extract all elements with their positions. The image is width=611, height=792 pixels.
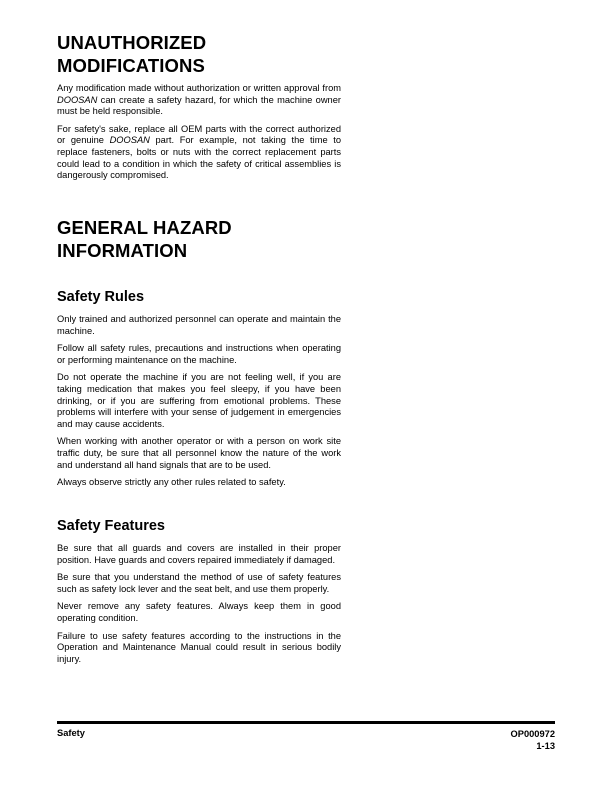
text: For safety's sake, replace all OEM parts with the correct authorized or genuine bbox=[57, 123, 341, 146]
paragraph: Always observe strictly any other rules related to safety. bbox=[57, 477, 286, 488]
title-line: MODIFICATIONS bbox=[57, 55, 205, 76]
paragraph: Failure to use safety features according to the instructions in the Operation and Maintenance Manual could result in serious bodily injury. bbox=[57, 630, 341, 664]
general-hazard-section bbox=[57, 216, 341, 262]
paragraph: Be sure that all guards and covers are installed in their proper position. Have guards and covers repaired immediately if damaged. bbox=[57, 543, 341, 565]
subsection-title-safety-features: Safety Features bbox=[57, 518, 165, 534]
footer-divider bbox=[57, 721, 555, 724]
section-title-unauthorized-modifications bbox=[57, 31, 341, 77]
safety-features-section bbox=[57, 517, 341, 671]
paragraph: Never remove any safety features. Always keep them in good operating condition. bbox=[57, 601, 341, 623]
text: part. For example, not taking the time to replace fasteners, bolts or nuts with the correct replacement parts could lead to a condition in which the safety of critical assemblies is dangerously compromised. bbox=[57, 135, 341, 181]
paragraph bbox=[57, 83, 341, 118]
paragraph: Follow all safety rules, precautions and instructions when operating or performing maintenance on the machine. bbox=[57, 343, 341, 365]
paragraph bbox=[57, 124, 341, 182]
paragraph: Do not operate the machine if you are not feeling well, if you are taking medication that makes you feel sleepy, if you have been drinking, or if you are suffering from emotional problems. These problems will interfere with your sense of judgement in emergencies and may cause accidents. bbox=[57, 372, 341, 429]
paragraph: When working with another operator or with a person on work site traffic duty, be sure that all personnel know the nature of the work and understand all hand signals that are to be used. bbox=[57, 436, 341, 470]
title-line: UNAUTHORIZED bbox=[57, 32, 207, 53]
footer-section-label: Safety bbox=[57, 728, 85, 738]
text: can create a safety hazard, for which the machine owner must be held responsible. bbox=[57, 94, 341, 117]
page-number: 1-13 bbox=[536, 741, 555, 751]
paragraph: Be sure that you understand the method of use of safety features such as safety lock lever and the seat belt, and use them properly. bbox=[57, 572, 341, 594]
section-title-general-hazard-information bbox=[57, 216, 341, 262]
paragraph: Only trained and authorized personnel can operate and maintain the machine. bbox=[57, 314, 341, 336]
title-line: GENERAL HAZARD bbox=[57, 217, 232, 238]
title-line: INFORMATION bbox=[57, 240, 188, 261]
subsection-title-safety-rules: Safety Rules bbox=[57, 289, 145, 305]
footer-doc-info bbox=[511, 728, 555, 752]
document-number: OP000972 bbox=[510, 729, 555, 739]
brand-name: DOOSAN bbox=[109, 135, 150, 146]
text: Any modification made without authorization or written approval from bbox=[57, 83, 341, 93]
unauthorized-modifications-section bbox=[57, 31, 341, 188]
brand-name: DOOSAN bbox=[57, 94, 98, 105]
safety-rules-section bbox=[57, 288, 341, 495]
